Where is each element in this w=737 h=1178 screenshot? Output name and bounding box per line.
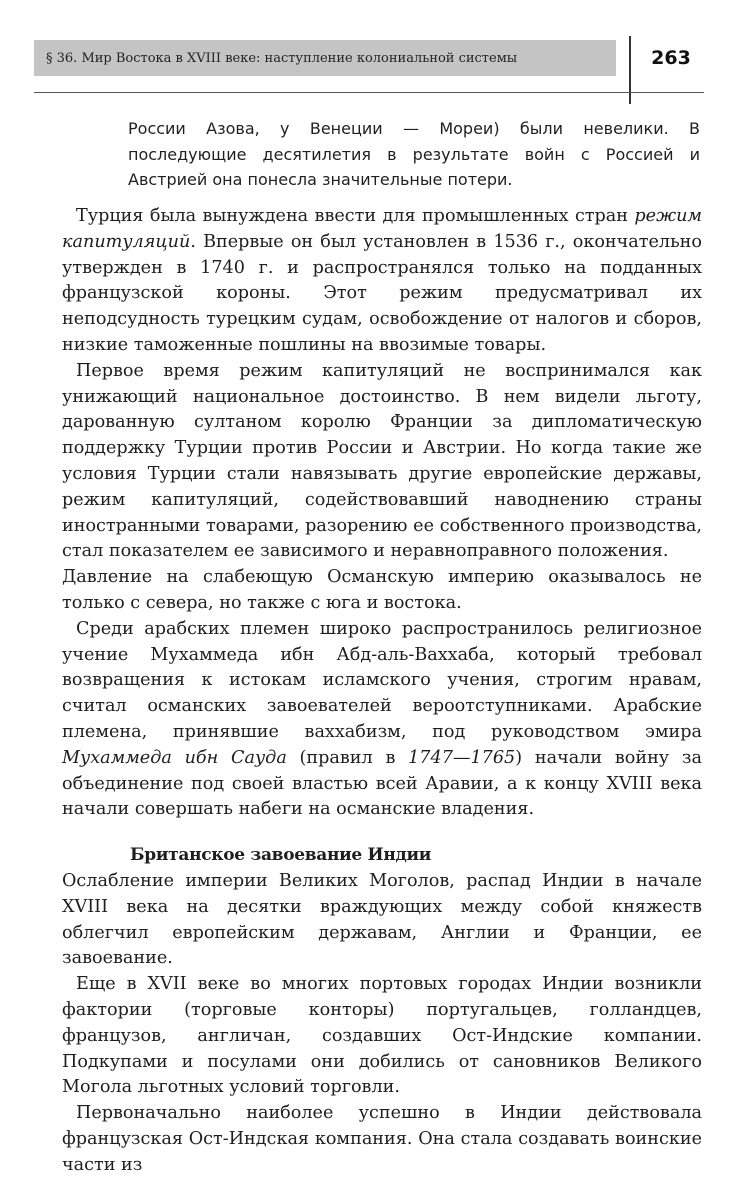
paragraph-wahhabism [62,617,702,823]
section-heading: Британское завоевание Индии [130,845,432,866]
header-divider [629,36,631,104]
main-text [62,204,702,1178]
paragraph-text: ) начали войну за объединение под своей властью всей Аравии, а к концу XVIII века начали совершать набеги на османские владения. [62,747,702,820]
paragraph-mughal-decline: Ослабление империи Великих Моголов, распад Индии в начале XVIII века на десятки враждующих между собой княжеств облегчил европейским державам, Англии и Франции, ее завоевание. [62,870,702,969]
name-ibn-saud: Мухаммеда ибн Сауда [62,747,287,768]
paragraph-text: Турция была вынуждена ввести для промышленных стран [76,206,635,226]
paragraph-text: Среди арабских племен широко распространилось религиозное учение Мухаммеда ибн Абд-аль-Ваххаба, который требовал возвращения к истокам исламского учения, строгим нравам, считал османских завоевателей вероотступниками. Арабские племена, принявшие ваххабизм, под руководством эмира [62,618,702,742]
reign-dates: 1747—1765 [408,747,516,768]
paragraph-french-company: Первоначально наиболее успешно в Индии действовала французская Ост-Индская компания. Она стала создавать воинские части из [62,1103,702,1175]
section-gap [62,823,702,843]
running-header-title: § 36. Мир Востока в XVIII веке: наступление колониальной системы [46,50,518,66]
paragraph-text: . Впервые он был установлен в 1536 г., окончательно утвержден в 1740 г. и распространялся только на подданных французской короны. Этот режим предусматривал их неподсудность турецким судам, освобождение от налогов и сборов, низкие таможенные пошлины на ввозимые товары. [62,231,702,355]
header-rule [34,92,704,93]
paragraph-humiliation: Первое время режим капитуляций не воспринимался как унижающий национальное достоинство. В нем видели льготу, дарованную султаном королю Франции за дипломатическую поддержку Турции против России и Австрии. Но когда такие же условия Турции стали навязывать другие европейские державы, режим капитуляций, содействовавший наводнению страны иностранными товарами, разорению ее собственного производства, стал показателем ее зависимого и неравноправного положения. [62,360,702,562]
paragraph-factories: Еще в XVII веке во многих портовых городах Индии возникли фактории (торговые конторы) португальцев, голландцев, французов, англичан, создавших Ост-Индские компании. Подкупами и посулами они добились от сановников Великого Могола льготных условий торговли. [62,974,702,1098]
paragraph-pressure: Давление на слабеющую Османскую империю оказывалось не только с севера, но также с юга и востока. [62,567,702,613]
paragraph-text: (правил в [286,747,409,768]
term-capitulations: режим капитуляций [62,206,702,252]
page-number: 263 [651,47,691,69]
continued-note-text: России Азова, у Венеции — Мореи) были невелики. В последующие десятилетия в результате войн с Россией и Австрией она понесла значительные потери. [128,119,700,189]
paragraph-capitulations [62,204,702,359]
running-header-bar [34,40,616,76]
